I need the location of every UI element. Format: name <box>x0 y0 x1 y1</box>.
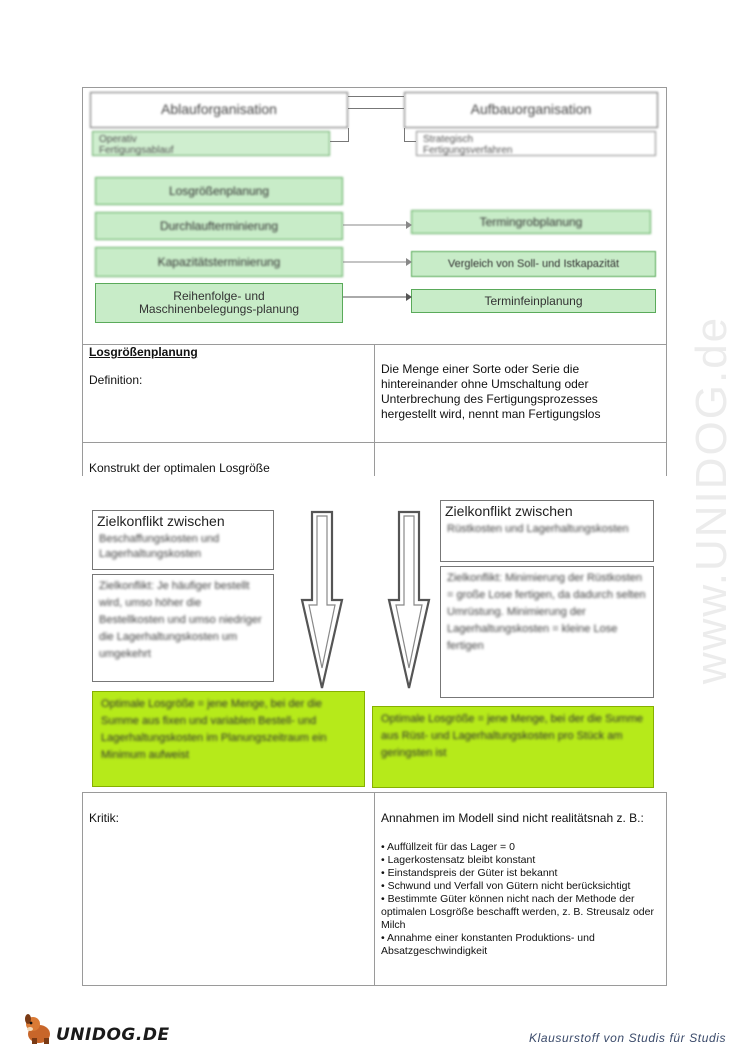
step-durchlaufterminierung: Durchlaufterminierung <box>95 212 343 240</box>
left-sub-item: Fertigungsablauf <box>99 145 174 156</box>
critique-list <box>381 841 661 958</box>
step-kapazitaetsvergleich: Vergleich von Soll- und Istkapazität <box>411 251 656 277</box>
left-conflict-title-cont: Beschaffungskosten und Lagerhaltungskosten <box>99 533 220 560</box>
list-item: • Bestimmte Güter können nicht nach der Methode der optimalen Losgröße beschafft werden, z. B. Streusalz oder Milch <box>381 893 654 931</box>
construct-label: Konstrukt der optimalen Losgröße <box>89 461 270 475</box>
right-conflict-desc-box <box>440 566 654 698</box>
critique-label: Kritik: <box>89 811 119 825</box>
left-result-box <box>92 691 365 787</box>
list-item: • Annahme einer konstanten Produktions- und Absatzgeschwindigkeit <box>381 932 595 957</box>
table-column-divider <box>374 344 375 477</box>
list-item: • Auffüllzeit für das Lager = 0 <box>381 841 515 853</box>
list-item: • Lagerkostensatz bleibt konstant <box>381 854 536 866</box>
critique-intro: Annahmen im Modell sind nicht realitätsnah z. B.: <box>381 811 644 825</box>
right-sub-item: Strategisch <box>423 134 474 145</box>
aufbauorganisation-header: Aufbauorganisation <box>404 92 658 128</box>
right-result-text: Optimale Losgröße = jene Menge, bei der die Summe aus Rüst- und Lagerhaltungskosten pro Stück am geringsten ist <box>381 713 644 759</box>
list-item: • Schwund und Verfall von Gütern nicht berücksichtigt <box>381 880 631 892</box>
ablauforganisation-header: Ablauforganisation <box>90 92 348 128</box>
right-connector-h <box>404 141 416 142</box>
header-connector-mid <box>348 108 404 109</box>
diagram-arrows <box>340 215 415 305</box>
left-sub-box <box>92 131 330 156</box>
left-connector-h <box>330 141 349 142</box>
list-item: • Einstandspreis der Güter ist bekannt <box>381 867 558 879</box>
right-conflict-title: Zielkonflikt zwischen <box>445 503 573 519</box>
right-sub-item: Fertigungsverfahren <box>423 145 513 156</box>
left-conflict-desc-box <box>92 574 274 682</box>
section-title: Losgrößenplanung <box>89 345 198 359</box>
left-conflict-box <box>92 510 274 570</box>
table-column-divider <box>374 792 375 986</box>
right-conflict-desc: Zielkonflikt: Minimierung der Rüstkosten = große Lose fertigen, da dadurch selten Umrüstung. Minimierung der Lagerhaltungskosten = kleine Lose fertigen <box>447 572 646 652</box>
down-arrow-left <box>298 508 348 698</box>
step-losgroessenplanung: Losgrößenplanung <box>95 177 343 205</box>
left-result-text: Optimale Losgröße = jene Menge, bei der die Summe aus fixen und variablen Bestell- und Lagerhaltungskosten im Planungszeitraum ein Minimum aufweist <box>101 698 327 761</box>
header-connector-top <box>348 96 404 97</box>
right-sub-box <box>416 131 656 156</box>
step-termingrobplanung: Termingrobplanung <box>411 210 651 234</box>
step-kapazitaetsterminierung: Kapazitätsterminierung <box>95 247 343 277</box>
left-sub-item: Operativ <box>99 134 137 145</box>
right-conflict-title-cont: Rüstkosten und Lagerhaltungskosten <box>447 523 629 535</box>
down-arrow-right <box>385 508 435 698</box>
step-reihenfolgeplanung: Reihenfolge- und Maschinenbelegungs-planung <box>95 283 343 323</box>
step-terminfeinplanung: Terminfeinplanung <box>411 289 656 313</box>
watermark-text: www.UNIDOG.de <box>687 315 736 685</box>
definition-text: Die Menge einer Sorte oder Serie die hintereinander ohne Umschaltung oder Unterbrechung des Fertigungsprozesses hergestellt wird, nennt man Fertigungslos <box>381 362 601 421</box>
footer-tagline: Klausurstoff von Studis für Studis <box>529 1031 727 1045</box>
dog-logo-icon <box>22 1012 56 1046</box>
right-connector-v <box>404 128 405 142</box>
right-result-box <box>372 706 654 788</box>
left-conflict-title: Zielkonflikt zwischen <box>97 513 225 529</box>
left-connector-v <box>348 128 349 142</box>
left-conflict-desc: Zielkonflikt: Je häufiger bestellt wird, umso höher die Bestellkosten und umso niedriger die Lagerhaltungskosten um umgekehrt <box>99 580 262 660</box>
right-conflict-box <box>440 500 654 562</box>
unidog-logo: UNIDOG.DE <box>56 1025 170 1045</box>
definition-label: Definition: <box>89 373 143 387</box>
